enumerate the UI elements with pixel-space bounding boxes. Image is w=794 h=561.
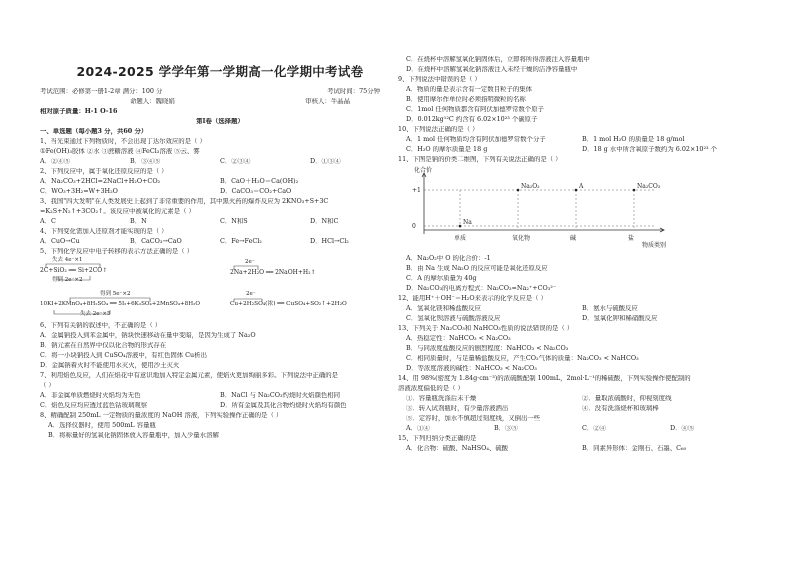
option[interactable]: D．N和C [310,217,339,225]
chart-ylabel: 化合价 [414,167,433,174]
arrow-lines [40,258,400,292]
question-9: 9、下列说法中错误的是（ ） [398,76,481,83]
item: ④．没有洗涤烧杯和玻璃棒 [582,405,659,412]
question-2-options-2 [40,188,400,198]
y-tick-label: 0 [412,223,416,230]
option[interactable]: D．④⑤ [670,425,695,432]
x-tick-label: 氧化物 [512,235,531,242]
data-point [517,189,520,192]
option[interactable]: C．②③④ [220,157,251,165]
electron-transfer-diagram-cd [40,292,400,322]
option[interactable]: D．所有金属及其化合物灼烧时火焰均有颜色 [220,401,347,409]
valence-class-chart [402,168,702,253]
option[interactable]: D．氢氧化钾和稀硝酸反应 [582,315,658,322]
option[interactable]: C．N和S [220,217,248,225]
question-7-options [40,392,400,402]
left-column [40,0,400,442]
option[interactable]: D．金属钠着火时不能使用水灭火，使用沙土灭火 [40,361,180,369]
option[interactable]: C．Fe→FeCl₂ [220,237,262,245]
question-11: 11、下图是钠的价类二维图，下列有关说法正确的是（ ） [398,156,562,163]
electron-transfer-diagram-ab [40,258,400,292]
question-1: 1、当光束通过下列物质时，不会出现丁达尔效应的是（ ） [40,137,206,145]
option[interactable]: A．②④⑤ [40,157,71,165]
question-4: 4、下列变化需加入还原剂才能实现的是（ ） [40,227,168,235]
question-14-cont: 溶液浓度偏低的是（ ） [398,385,464,392]
question-10-options-2 [398,146,758,156]
option[interactable]: A．热稳定性：NaHCO₃ < Na₂CO₃ [406,335,511,342]
option[interactable]: D．18 g 水中所含氧原子数约为 6.02×10²³ 个 [582,146,717,153]
data-point-label: Na [463,219,472,226]
option[interactable]: C．1mol 任何物质都含有阿伏加德罗常数个原子 [406,106,544,113]
option[interactable]: D．在烧杯中溶解氢氧化钠溶液注入未经干燥的洁净容量瓶中 [406,66,578,73]
item: ②．量取浓硫酸时，仰视刻度线 [582,395,672,402]
section-title: 第Ⅰ卷（选择题） [196,117,244,125]
question-2: 2、下列反应中，属于氧化还原反应的是（ ） [40,167,168,175]
data-point [459,225,462,228]
question-14-options [398,425,758,435]
option[interactable]: A．CuO→Cu [40,237,80,245]
label-c-get: 得到 5e⁻×2 [100,290,131,297]
y-tick-label: +1 [412,187,421,194]
chart-xlabel: 物质类别 [642,242,667,249]
option[interactable]: B．将称量好的氢氧化钠固体放入容量瓶中，加入少量水溶解 [48,431,219,439]
question-1-items: ①Fe(OH)₃胶体 ②水 ③蔗糖溶液 ④FeCl₃溶液 ⑤云、雾 [40,147,200,155]
right-column [398,56,758,455]
data-point [633,189,636,192]
data-point [575,189,578,192]
item: ①．容量瓶洗涤后未干燥 [406,395,477,402]
option-b-equation[interactable]: 2Na+2H₂O ══ 2NaOH+H₂↑ [230,268,316,276]
exam-range: 考试范围：必修第一册1-2章 满分：100 分 [40,87,163,95]
option[interactable]: A．①④ [406,425,430,432]
option[interactable]: A．1 mol 任何物质均含有阿伏加德罗常数个分子 [406,136,546,143]
option[interactable]: B．③④⑤ [130,157,161,165]
option[interactable]: B．1 mol H₂O 的质量是 18 g/mol [582,136,685,143]
option[interactable]: C．相同质量时，与足量稀盐酸反应，产生CO₂气体的质量：Na₂CO₃ < NaHCO₃ [406,355,639,362]
option[interactable]: A．化合物：硫酸、NaHSO₄、硫酸 [406,445,509,452]
exam-reviewer: 审核人：牛晶晶 [305,97,350,105]
option[interactable]: C．②④ [582,425,607,432]
question-15: 15、下列归纳分类正确的是 [398,435,477,442]
option-c-equation[interactable]: 10KI+2KMnO₄+8H₂SO₄ ══ 5I₂+6K₂SO₄+2MnSO₄+8H₂O [40,300,200,307]
data-point-label: Na₂CO₃ [637,183,661,190]
arrow-lines-2 [40,292,400,322]
question-14-items-2 [398,405,758,415]
question-3: 3、我国"四大发明"在人类发展史上起到了非常重要的作用，其中黑火药的爆炸反应为 2KNO₃+S+3C [40,197,329,205]
option[interactable]: A．金属钠投入到苯金属中，钠块快速移动在量中变暗，是因为生成了 Na₂O [40,331,256,339]
option[interactable]: B．钠元素在自然界中仅以化合物的形式存在 [40,341,167,349]
option[interactable]: B．③⑤ [494,425,518,432]
label-c-lose: 失去 2e⁻×5 [80,310,111,317]
question-12-options [398,305,758,315]
x-tick-label: 碱 [570,235,577,242]
question-15-options [398,445,758,455]
data-point-label: A [579,183,584,190]
option[interactable]: B．CaCO₃→CaO [130,237,182,245]
option[interactable]: C．氢氧化钡溶液与硫酸溶液反应 [406,315,501,322]
question-12-options-2 [398,315,758,325]
option[interactable]: A．选择仪器时，使用 500mL 容量瓶 [48,421,156,429]
option-d-equation[interactable]: Cu+2H₂SO₄(浓) ══ CuSO₄+SO₂↑+2H₂O [230,300,347,307]
option[interactable]: D．等浓度溶液的碱性：NaHCO₃ < Na₂CO₃ [406,365,537,372]
question-13: 13、下列关于 Na₂CO₃和 NaHCO₃性质的说法错误的是（ ） [398,325,574,332]
question-1-options [40,158,400,168]
data-point-label: Na₂O₂ [521,183,540,190]
question-4-options [40,238,400,248]
chart-svg [402,168,702,253]
option[interactable]: B．氨水与硫酸反应 [582,305,638,312]
option[interactable]: C．将一小块钠投入到 CuSO₄溶液中，有红色固体 Cu析出 [40,351,207,359]
option[interactable]: C．焰色反应均应透过蓝色钴玻璃观察 [40,401,148,409]
label-d: 2e⁻ [246,290,256,297]
exam-title: 2024-2025 学学年第一学期高一化学期中考试卷 [76,64,364,79]
option[interactable]: B．CaO＋H₂O＝Ca(OH)₂ [220,177,299,185]
option[interactable]: C．H₂O 的摩尔质量是 18 g [406,146,488,153]
question-6: 6、下列有关钠的叙述中，不正确的是（ ） [40,321,162,329]
question-7-cont: （ ） [40,381,55,389]
atomic-mass: 相对原子质量：H-1 O-16 [40,107,118,115]
option[interactable]: A．Na₂CO₃+2HCl=2NaCl+H₂O+CO₂ [40,177,161,185]
item: ③．转入试剂瓶时，有少量溶液洒出 [406,405,509,412]
question-3-options [40,218,400,228]
exam-staff [40,98,400,108]
question-10-options [398,136,758,146]
option[interactable]: D．①③④ [310,157,341,165]
option[interactable]: B．使用摩尔作单位时必须指明微粒的名称 [406,96,526,103]
label-a-get: 得到 2e⁻×2 [52,276,83,283]
option[interactable]: C．在烧杯中溶解氢氧化钠固体后，立即将所得溶液注入容量瓶中 [406,56,590,63]
option[interactable]: B．与同浓度盐酸反应的剧烈程度：NaHCO₃ < Na₂CO₃ [406,345,569,352]
option[interactable]: A．氢氧化镁和稀盐酸反应 [406,305,481,312]
item: ⑤．定容时，加水不慎超过刻度线，又倒出一些 [406,415,541,422]
option[interactable]: D．CaCO₃＝CO₂+CaO [220,187,292,195]
question-7: 7、利用焰色反应，人们在焰花中有意识地加入特定金属元素，使焰火更加绚丽多彩。下列说法中正确的是 [40,371,339,379]
option[interactable]: C．WO₃+3H₂=W+3H₂O [40,187,118,195]
x-tick-label: 盐 [628,235,635,242]
question-2-options [40,178,400,188]
part-title: 一、单选题（每小题3 分，共60 分） [40,127,148,135]
label-b: 2e⁻ [245,258,255,265]
exam-time: 考试时间：75分钟 [327,87,380,95]
option[interactable]: D．0.012kg¹²C 约含有 6.02×10²³ 个碳原子 [406,116,538,123]
question-5: 5、下列化学反应中电子转移的表示方法正确的是（ ） [40,247,194,255]
option[interactable]: A．C [40,217,56,225]
option[interactable]: D．HCl→Cl₂ [310,237,349,245]
option[interactable]: B．由 Na 生成 Na₂O 的反应可能是氧化还原反应 [406,265,548,272]
question-14-items [398,395,758,405]
option[interactable]: D．Na₂CO₃的电离方程式：Na₂CO₃=Na₂⁺+CO₃²⁻ [406,285,557,292]
option-a-equation[interactable]: 2C+SiO₂ ══ Si+2CO↑ [40,266,108,274]
question-10: 10、下列说法正确的是（ ） [398,126,479,133]
question-8: 8、精确配制 250mL 一定物质的量浓度的 NaOH 溶液，下列实验操作正确的是（ ） [40,411,283,419]
option[interactable]: A．非金属单质燃烧时火焰均为无色 [40,391,141,399]
question-12: 12、能用H⁺＋OH⁻＝H₂O来表示的化学反应是（ ） [398,295,547,302]
option[interactable]: B．N [130,217,147,225]
question-14: 14、用 98%(密度为 1.84g·cm⁻³)的浓硫酸配制 100mL，2mol·L⁻¹的稀硫酸，下列实验操作使配制的 [398,375,691,382]
option[interactable]: B．同素异形体：金刚石、石墨、C₆₀ [582,445,687,452]
exam-meta [40,88,400,98]
x-tick-label: 单质 [454,235,467,242]
option[interactable]: C．A 的摩尔质量为 40g [406,275,477,282]
option[interactable]: A．Na₂O₂中 O 的化合价：-1 [406,255,491,262]
exam-author: 命题人：魏晓娟 [130,97,175,105]
option[interactable]: B．NaCl 与 Na₂CO₃灼烧时火焰颜色相同 [220,391,341,399]
option[interactable]: A．物质的量是表示含有一定数目粒子的集体 [406,86,533,93]
question-3-cont: =K₂S+N₂↑+3CO₂↑。该反应中被氧化的元素是（ ） [40,207,195,215]
label-a-lose: 失去 4e⁻×1 [52,256,83,263]
question-7-options-2 [40,402,400,412]
